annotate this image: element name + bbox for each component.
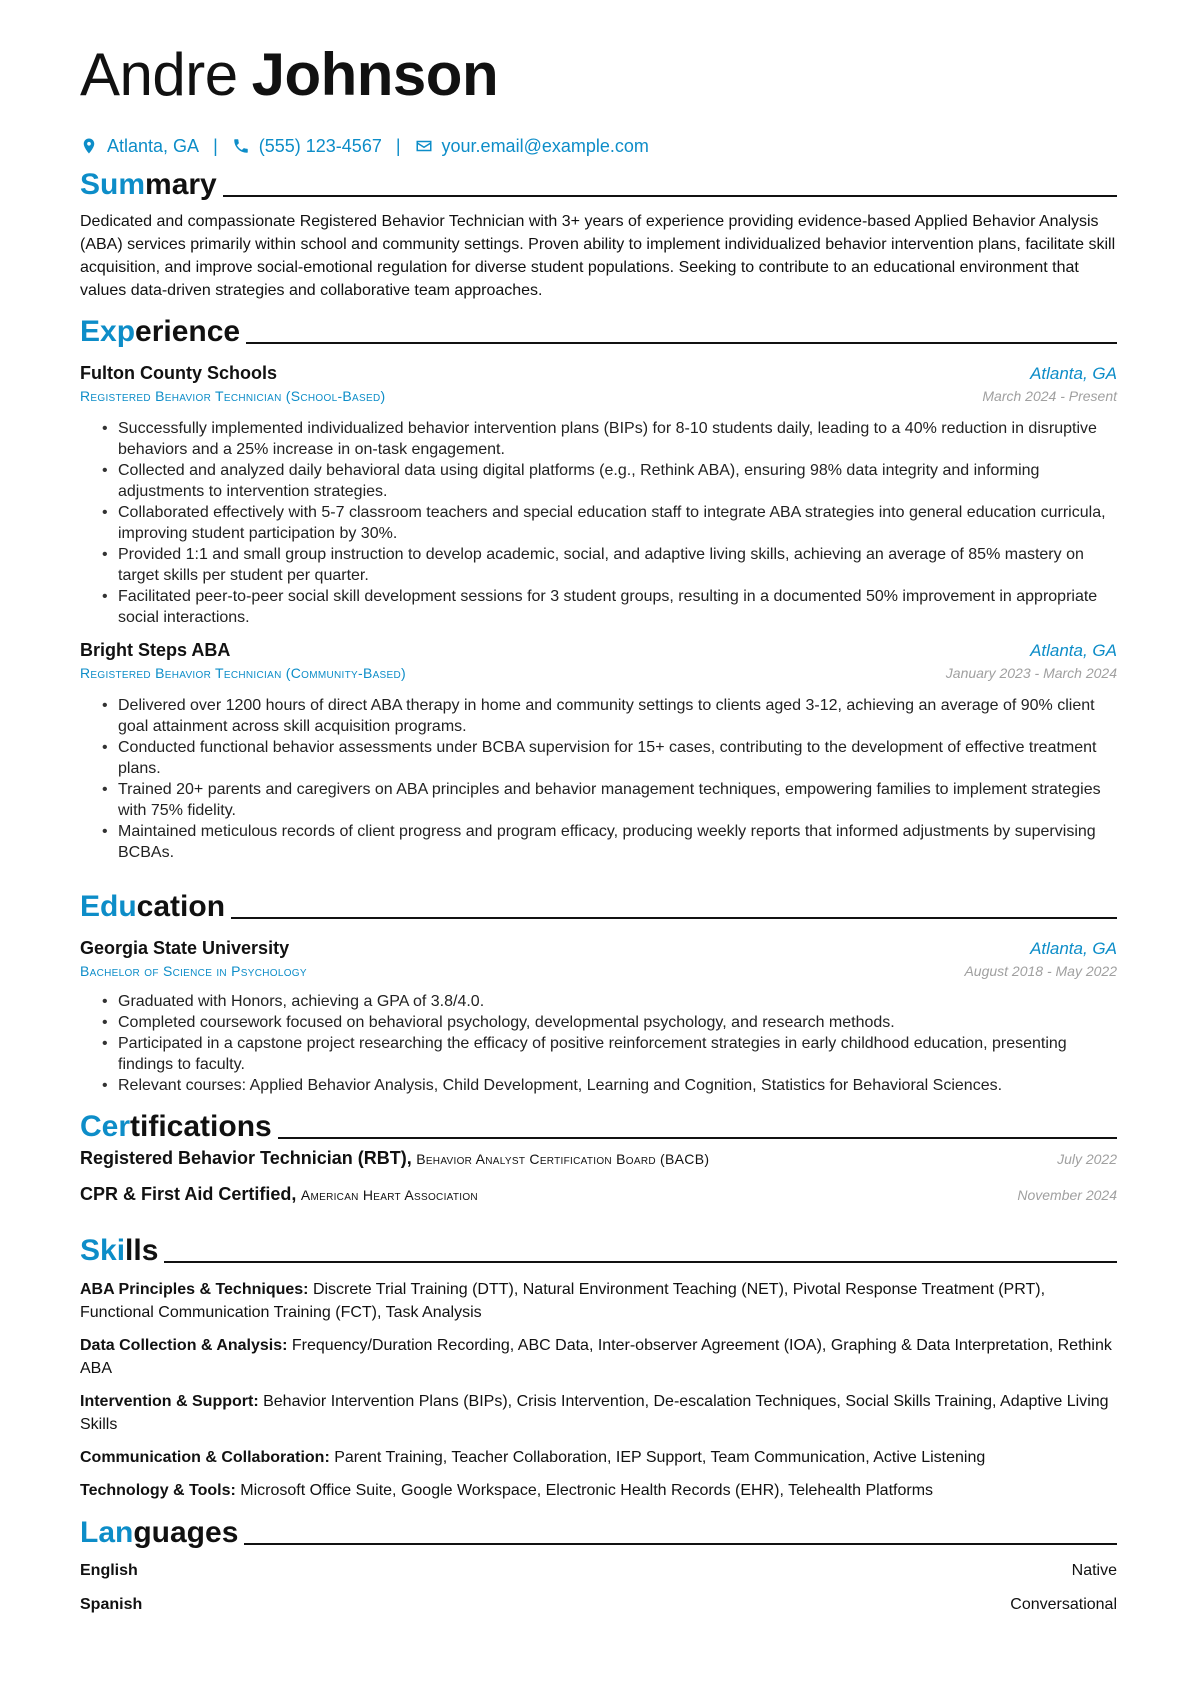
skill-text: Parent Training, Teacher Collaboration, IEP Support, Team Communication, Active Listening: [334, 1449, 986, 1466]
list-item: • Relevant courses: Applied Behavior Analysis, Child Development, Learning and Cognition, Statistics for Behavioral Sciences.: [118, 1075, 1117, 1096]
summary-section: [80, 166, 1117, 302]
list-item: • Collaborated effectively with 5-7 classroom teachers and special education staff to integrate ABA strategies into general education curricula, improving student participation by 30%.: [118, 502, 1117, 544]
skill-group: [80, 1334, 1117, 1380]
section-rule: [164, 1261, 1117, 1263]
location-text: Atlanta, GA: [107, 135, 200, 156]
last-name: Johnson: [251, 41, 499, 108]
language-item: [80, 1588, 1117, 1622]
summary-title: Summary: [80, 168, 217, 201]
list-item: • Successfully implemented individualized behavior intervention plans (BIPs) for 8-10 students daily, leading to a 40% reduction in disruptive behaviors and a 25% increase in on-task engagement.: [118, 418, 1117, 460]
section-rule: [246, 342, 1117, 344]
candidate-name: [80, 40, 1117, 110]
skill-text: Frequency/Duration Recording, ABC Data, Inter-observer Agreement (IOA), Graphing & Data Interpretation, Rethink ABA: [80, 1337, 1112, 1377]
languages-section: [80, 1514, 1117, 1622]
certification-date: July 2022: [1057, 1151, 1117, 1167]
list-item: • Trained 20+ parents and caregivers on ABA principles and behavior management techniques, empowering families to implement strategies with 75% fidelity.: [118, 779, 1117, 821]
contact-separator: |: [395, 135, 401, 156]
education-title: Education: [80, 890, 226, 923]
certification-item: Registered Behavior Technician (RBT), Behavior Analyst Certification Board (BACB) July 2022: [80, 1148, 1117, 1168]
job-bullets: [80, 695, 1117, 863]
section-rule: [231, 917, 1117, 919]
job-organization: Bright Steps ABA: [80, 640, 231, 660]
phone-text: (555) 123-4567: [258, 135, 382, 156]
school-name: Georgia State University: [80, 938, 290, 958]
contact-separator: |: [213, 135, 218, 156]
contact-bar: [80, 134, 1117, 158]
section-heading: [80, 888, 1117, 924]
job-entry: [80, 638, 1117, 863]
school-location: Atlanta, GA: [1030, 939, 1117, 958]
section-rule: [223, 195, 1117, 197]
language-item: [80, 1554, 1117, 1588]
list-item: • Completed coursework focused on behavioral psychology, developmental psychology, and research methods.: [118, 1012, 1117, 1033]
list-item: • Participated in a capstone project researching the efficacy of positive reinforcement strategies in early childhood education, presenting findings to faculty.: [118, 1033, 1117, 1075]
job-location: Atlanta, GA: [1030, 364, 1117, 383]
certification-name: CPR & First Aid Certified: [80, 1184, 292, 1204]
job-entry: [80, 361, 1117, 628]
skill-label: Intervention & Support:: [80, 1393, 259, 1410]
job-organization: Fulton County Schools: [80, 363, 277, 383]
skill-text: Discrete Trial Training (DTT), Natural Environment Teaching (NET), Pivotal Response Treatment (PRT), Functional Communication Training (FCT), Task Analysis: [80, 1281, 1046, 1321]
job-role: Registered Behavior Technician (School-Based): [80, 388, 386, 404]
list-item: • Conducted functional behavior assessments under BCBA supervision for 15+ cases, contributing to the development of effective treatment plans.: [118, 737, 1117, 779]
skills-title: Skills: [80, 1234, 159, 1267]
skills-section: [80, 1232, 1117, 1512]
section-heading: [80, 1108, 1117, 1144]
language-level: Conversational: [1010, 1596, 1117, 1613]
section-heading: [80, 166, 1117, 202]
job-bullets: [80, 418, 1117, 628]
list-item: • Provided 1:1 and small group instruction to develop academic, social, and adaptive living skills, achieving an average of 85% mastery on target skills per student per quarter.: [118, 544, 1117, 586]
skill-label: Technology & Tools:: [80, 1482, 236, 1499]
section-rule: [278, 1137, 1117, 1139]
list-item: • Collected and analyzed daily behavioral data using digital platforms (e.g., Rethink ABA), ensuring 98% data integrity and informing adjustments to intervention strategies.: [118, 460, 1117, 502]
contact-phone[interactable]: [232, 136, 382, 157]
education-dates: August 2018 - May 2022: [964, 963, 1117, 979]
skill-group: [80, 1390, 1117, 1436]
email-link[interactable]: your.email@example.com: [441, 135, 649, 156]
section-heading: [80, 313, 1117, 349]
certification-item: CPR & First Aid Certified, American Heart Association November 2024: [80, 1184, 1117, 1204]
experience-section: [80, 313, 1117, 863]
skill-text: Behavior Intervention Plans (BIPs), Crisis Intervention, De-escalation Techniques, Social Skills Training, Adaptive Living Skills: [80, 1393, 1109, 1433]
list-item: • Maintained meticulous records of client progress and program efficacy, producing weekly reports that informed adjustments by supervising BCBAs.: [118, 821, 1117, 863]
education-bullets: [80, 991, 1117, 1096]
skill-group: [80, 1278, 1117, 1324]
contact-location: [80, 136, 199, 157]
section-heading: [80, 1232, 1117, 1268]
section-heading: [80, 1514, 1117, 1550]
language-name: Spanish: [80, 1596, 143, 1613]
skill-group: [80, 1446, 1117, 1469]
degree: Bachelor of Science in Psychology: [80, 963, 307, 979]
job-role: Registered Behavior Technician (Community-Based): [80, 665, 406, 681]
experience-title: Experience: [80, 315, 241, 348]
certification-issuer: Behavior Analyst Certification Board (BACB): [416, 1151, 710, 1167]
job-location: Atlanta, GA: [1030, 641, 1117, 660]
job-dates: January 2023 - March 2024: [945, 665, 1117, 681]
education-section: [80, 888, 1117, 1096]
phone-icon: [232, 137, 250, 155]
first-name: Andre: [80, 41, 238, 108]
resume-page: [80, 40, 1117, 158]
skill-text: Microsoft Office Suite, Google Workspace, Electronic Health Records (EHR), Telehealth Platforms: [240, 1482, 934, 1499]
certification-date: November 2024: [1017, 1187, 1117, 1203]
list-item: • Graduated with Honors, achieving a GPA of 3.8/4.0.: [118, 991, 1117, 1012]
certification-name: Registered Behavior Technician (RBT): [80, 1148, 407, 1168]
certification-issuer: American Heart Association: [300, 1187, 478, 1203]
section-rule: [244, 1543, 1117, 1545]
list-item: • Delivered over 1200 hours of direct ABA therapy in home and community settings to clients aged 3-12, achieving an average of 90% client goal attainment across skill acquisition programs.: [118, 695, 1117, 737]
education-entry: [80, 936, 1117, 1096]
job-dates: March 2024 - Present: [982, 388, 1117, 404]
skill-label: ABA Principles & Techniques:: [80, 1281, 309, 1298]
languages-title: Languages: [80, 1516, 239, 1549]
skill-label: Communication & Collaboration:: [80, 1449, 330, 1466]
envelope-icon: [415, 137, 433, 155]
contact-email[interactable]: [415, 136, 649, 157]
language-name: English: [80, 1562, 138, 1579]
map-pin-icon: [80, 137, 98, 155]
certifications-section: [80, 1108, 1117, 1220]
summary-text: Dedicated and compassionate Registered Behavior Technician with 3+ years of experience providing evidence-based Applied Behavior Analysis (ABA) services primarily within school and community settings. Proven ability to implement individualized behavior intervention plans, facilitate skill acquisition, and improve social-emotional regulation for diverse student populations. Seeking to contribute to an educational environment that values data-driven strategies and collaborative team approaches.: [80, 213, 1116, 299]
list-item: • Facilitated peer-to-peer social skill development sessions for 3 student groups, resulting in a documented 50% improvement in appropriate social interactions.: [118, 586, 1117, 628]
skill-label: Data Collection & Analysis:: [80, 1337, 288, 1354]
skill-group: [80, 1479, 1117, 1502]
language-level: Native: [1071, 1562, 1117, 1579]
certifications-title: Certifications: [80, 1110, 272, 1143]
